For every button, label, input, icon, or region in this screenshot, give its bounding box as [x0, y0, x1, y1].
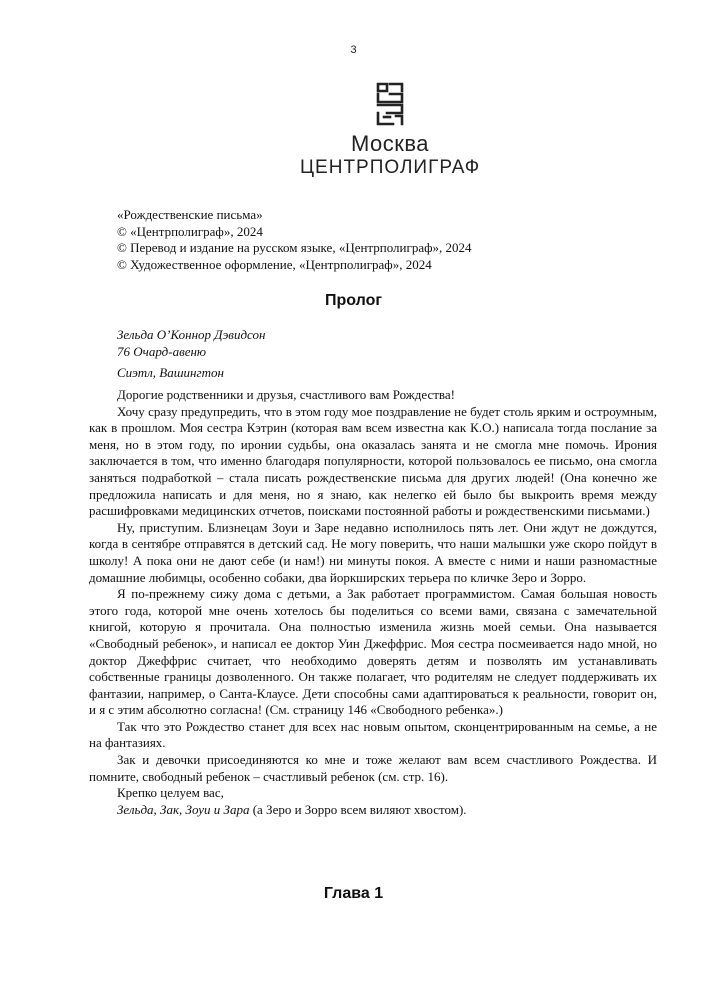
copyright-block	[117, 207, 617, 273]
publisher-logo	[300, 82, 480, 180]
letter-greeting: Дорогие родственники и друзья, счастливого вам Рождества!	[117, 387, 455, 402]
prologue-heading: Пролог	[324, 292, 383, 309]
page-number: 3	[350, 44, 357, 56]
publisher-city: Москва	[350, 131, 430, 156]
letter-paragraph: Так что это Рождество станет для всех нас новым опытом, сконцентрированным на семье, а не на фантазиях.	[89, 718, 657, 751]
copyright-line: «Рождественские письма»	[117, 207, 263, 222]
copyright-line: © Художественное оформление, «Центрполиграф», 2024	[117, 256, 432, 272]
signature-note: (а Зеро и Зорро всем виляют хвостом).	[249, 801, 467, 817]
sender-address	[117, 327, 517, 382]
letter-body	[89, 387, 657, 818]
letter-closing: Крепко целуем вас,	[117, 785, 224, 801]
letter-paragraph: Хочу сразу предупредить, что в этом году мое поздравление не будет столь ярким и остроумным, как в прошлом. Моя сестра Кэтрин (которая вам всем известна как К.О.) написала тогда послание за меня, но в этом году, по иронии судьбы, она оказалась занята и не смогла мне помочь. Ирония заключается в том, что именно благодаря популярности, которой пользовалось ее письмо, она смогла заняться подработкой – стала писать рождественские письма для других людей! (Она конечно же предложила написать и для меня, но я знаю, как нелегко ей было бы выкроить время между расшифровками медицинских отчетов, поисками постоянной работы и рождественскими письмами.)	[89, 403, 657, 519]
publisher-emblem-icon	[375, 82, 405, 126]
publisher-name: ЦЕНТРПОЛИГРАФ	[300, 157, 481, 178]
chapter-heading: Глава 1	[323, 885, 384, 902]
letter-paragraph: Зак и девочки присоединяются ко мне и тоже желают вам всем счастливого Рождества. И помните, свободный ребенок – счастливый ребенок (см. стр. 16).	[89, 752, 657, 784]
letter-paragraph: Я по-прежнему сижу дома с детьми, а Зак работает программистом. Самая большая новость этого года, которой мне очень хотелось бы поделиться со всеми вами, связана с замечательной книгой, которую я прочитала. Она полностью изменила жизнь моей семьи. Она называется «Свободный ребенок», и написал ее доктор Уин Джеффрис. Моя сестра посмеивается надо мной, но доктор Джеффрис считает, что необходимо доверять детям и позволять им устанавливать собственные границы дозволенного. Он также полагает, что родителям не следует поддерживать их фантазии, например, о Санта-Клаусе. Дети способны сами адаптироваться к реальности, говорит он, и я с этим абсолютно согласна! (См. страницу 146 «Свободного ребенка».)	[89, 586, 657, 718]
letter-signature	[89, 802, 657, 819]
signature-names: Зельда, Зак, Зоуи и Зара	[117, 801, 250, 817]
copyright-line: © «Центрполиграф», 2024	[117, 223, 263, 239]
address-name: Зельда О’Коннор Дэвидсон	[117, 327, 266, 342]
address-street: 76 Очард-авеню	[117, 343, 207, 359]
address-city: Сиэтл, Вашингтон	[117, 365, 224, 380]
copyright-line: © Перевод и издание на русском языке, «Центрполиграф», 2024	[117, 240, 472, 255]
letter-paragraph: Ну, приступим. Близнецам Зоуи и Заре недавно исполнилось пять лет. Они ждут не дождутся, когда в сентябре отправятся в детский сад. Не могу поверить, что наши малышки уже скоро пойдут в школу! А пока они не дают себе (и нам!) ни минуты покоя. А вместе с ними и наши разномастные домашние любимцы, особенно собаки, два йоркширских терьера по кличке Зеро и Зорро.	[89, 519, 657, 585]
